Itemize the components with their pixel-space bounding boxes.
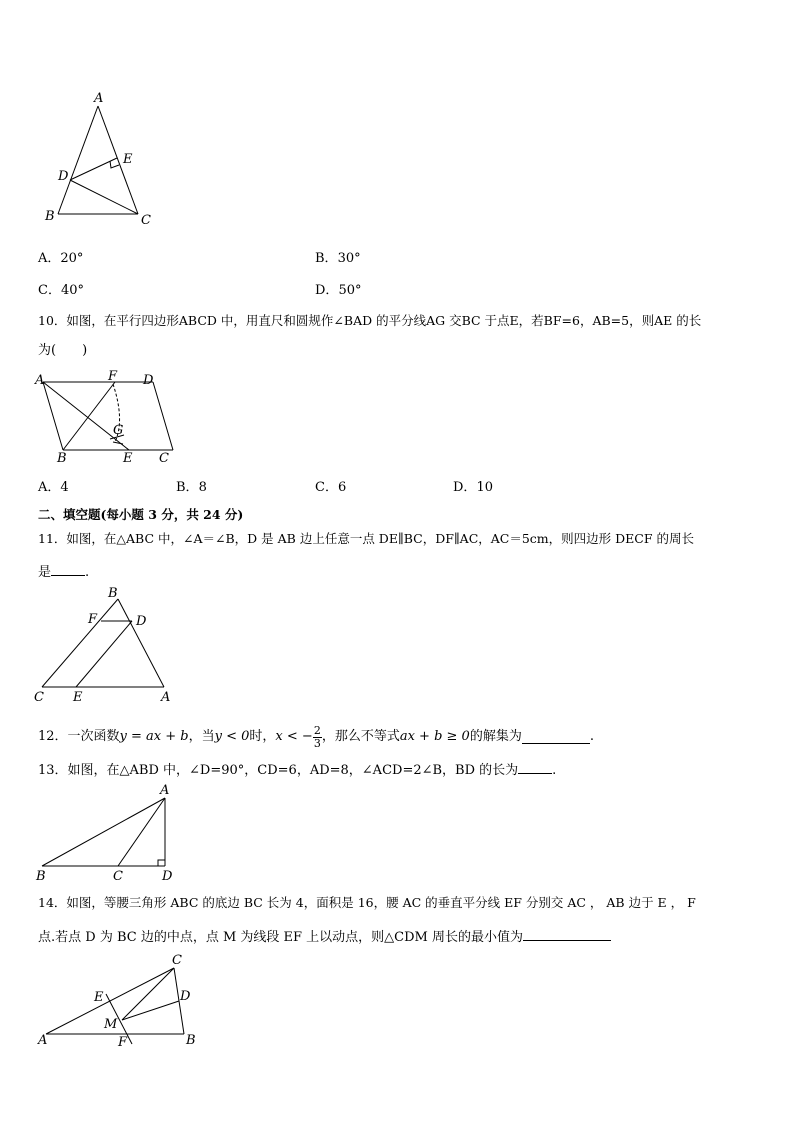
q14-label-c: C — [172, 953, 182, 968]
q11-figure — [30, 585, 180, 705]
q11-label-c: C — [34, 690, 44, 705]
q9-figure — [40, 88, 160, 228]
q14-text-line1: 14．如图，等腰三角形 ABC 的底边 BC 长为 4，面积是 16，腰 AC 的垂直平分线 EF 分别交 AC ， AB 边于 E ， F — [38, 895, 696, 910]
q10-text-line1: 10．如图，在平行四边形ABCD 中，用直尺和圆规作∠BAD 的平分线AG 交BC 于点E，若BF=6，AB=5，则AE 的长 — [38, 313, 702, 328]
q10-figure — [35, 370, 180, 465]
q12-answer-blank[interactable] — [522, 730, 590, 744]
q11-label-d: D — [136, 614, 147, 629]
q9-option-d[interactable]: D．50° — [315, 283, 362, 298]
q10-option-a[interactable]: A．4 — [38, 480, 69, 495]
q9-label-c: C — [141, 213, 151, 228]
q10-label-b: B — [57, 451, 67, 466]
q14-label-e: E — [94, 990, 104, 1005]
q9-label-a: A — [94, 91, 104, 106]
q14-label-a: A — [38, 1033, 48, 1048]
q13-figure — [32, 780, 182, 885]
q14-text-line2: 点.若点 D 为 BC 边的中点，点 M 为线段 EF 上以动点，则△CDM 周长的最小值为 — [38, 927, 611, 947]
q10-option-b[interactable]: B．8 — [176, 480, 207, 495]
q9-option-c[interactable]: C．40° — [38, 283, 84, 298]
q10-label-c: C — [159, 451, 169, 466]
q10-label-a: A — [35, 373, 45, 388]
q12-text: 12．一次函数 y = ax + b ，当 y < 0 时， x < − $\frac{2}{3}$ ，那么不等式 ax + b ≥ 0 的解集为 . — [38, 723, 594, 750]
q11-text-line1: 11．如图，在△ABC 中，∠A＝∠B，D 是 AB 边上任意一点 DE∥BC，DF∥AC，AC＝5cm，则四边形 DECF 的周长 — [38, 531, 694, 546]
q9-option-a[interactable]: A．20° — [38, 251, 84, 266]
q9-label-b: B — [45, 209, 55, 224]
q14-label-b: B — [186, 1033, 196, 1048]
fraction-two-thirds: $\frac{2}{3}$ — [313, 723, 321, 750]
q13-text: 13．如图，在△ABD 中，∠D=90°，CD=6，AD=8，∠ACD=2∠B，BD 的长为 . — [38, 760, 556, 780]
q14-figure — [32, 950, 212, 1050]
q14-label-f: F — [118, 1035, 128, 1050]
q14-answer-blank[interactable] — [523, 927, 611, 941]
q9-option-b[interactable]: B．30° — [315, 251, 361, 266]
q10-text-line2: 为( ) — [38, 343, 88, 358]
q10-label-f: F — [108, 369, 118, 384]
q9-label-d: D — [58, 169, 69, 184]
q10-label-g: G — [113, 423, 124, 438]
q10-label-e: E — [123, 451, 133, 466]
q11-label-a: A — [161, 690, 171, 705]
q13-label-a: A — [160, 783, 170, 798]
q11-answer-blank[interactable] — [51, 562, 85, 576]
q14-label-m: M — [104, 1017, 118, 1032]
q11-text-line2: 是 . — [38, 562, 89, 582]
q13-label-b: B — [36, 869, 46, 884]
q10-option-c[interactable]: C．6 — [315, 480, 347, 495]
q10-label-d: D — [143, 373, 154, 388]
q13-label-c: C — [113, 869, 123, 884]
q10-option-d[interactable]: D．10 — [453, 480, 493, 495]
q13-label-d: D — [162, 869, 173, 884]
section-2-heading: 二、填空题(每小题 3 分，共 24 分) — [38, 507, 244, 522]
q9-label-e: E — [123, 152, 133, 167]
q14-label-d: D — [180, 989, 191, 1004]
q11-label-e: E — [73, 690, 83, 705]
q11-label-b: B — [108, 586, 118, 601]
q11-label-f: F — [88, 612, 98, 627]
q13-answer-blank[interactable] — [518, 760, 552, 774]
